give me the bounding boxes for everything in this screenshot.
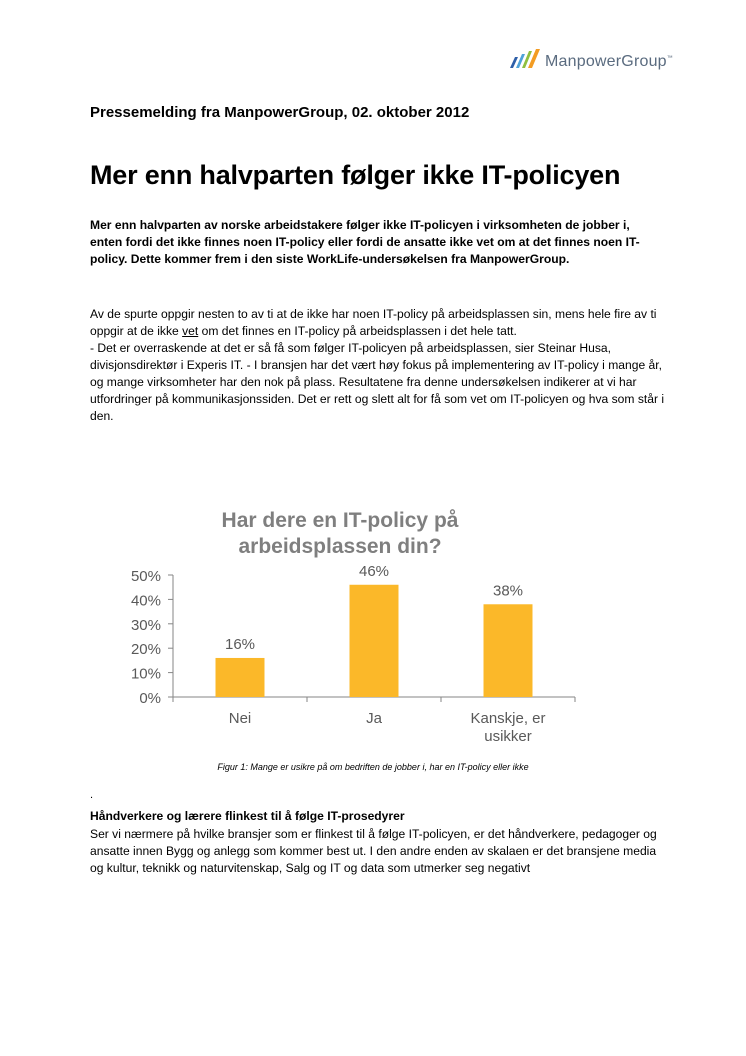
y-tick-label: 50% [130,568,161,585]
bar [350,585,399,697]
y-tick-label: 40% [130,592,161,610]
headline: Mer enn halvparten følger ikke IT-policyen [90,160,621,190]
quote-text: - Det er overraskende at det er så få som følger IT-policyen på arbeidsplassen, sier Steinar Husa, divisjonsdirektør i Experis IT. - I bransjen har det vært høy fokus på implementering av IT-policy i mange år, og mange virksomheter har den nok på plass. Resultatene fra denne undersøkelsen indikerer at vi har utfordringer på kommunikasjonssiden. Det er rett og slett alt for få som vet om IT-policyen og hva som står i den. [90,341,665,423]
stray-dot: . [90,789,94,801]
logo-text: ManpowerGroup [545,53,667,70]
figure-caption: Figur 1: Mange er usikre på om bedriften de jobber i, har en IT-policy eller ikke [217,762,529,772]
y-tick-label: 10% [130,665,161,683]
bar [484,604,533,697]
category-label: Kanskje, er [470,710,546,727]
bar-chart [90,500,650,750]
body-paragraph-1 [90,306,665,425]
body-text-part2: om det finnes en IT-policy på arbeidsplassen i det hele tatt. [198,324,517,338]
company-logo [506,44,696,78]
lead-paragraph: Mer enn halvparten av norske arbeidstakere følger ikke IT-policyen i virksomheten de jobber i, enten fordi det ikke finnes noen IT-policy eller fordi de ansatte ikke vet om at det finnes noen IT-policy. Dette kommer frem i den siste WorkLife-undersøkelsen fra ManpowerGroup. [90,218,640,266]
body-text-part1: Av de spurte oppgir nesten to av ti at de ikke har noen IT-policy på arbeidsplassen sin, mens hele fire av ti oppgir at de ikke [90,307,657,338]
category-label: usikker [484,728,532,745]
y-tick-label: 0% [139,690,161,707]
press-release-line: Pressemelding fra ManpowerGroup, 02. oktober 2012 [90,104,470,121]
logo-mark-icon [506,46,542,76]
y-tick-label: 30% [130,616,161,634]
chart-title-line: arbeidsplassen din? [238,535,442,558]
y-tick-label: 20% [130,641,161,659]
section-subheading: Håndverkere og lærere flinkest til å følge IT-prosedyrer [90,809,405,823]
category-label: Ja [366,710,382,727]
underlined-word: vet [182,324,199,338]
bar [216,658,265,697]
body-paragraph-2: Ser vi nærmere på hvilke bransjer som er flinkest til å følge IT-policyen, er det håndverkere, pedagoger og ansatte innen Bygg og anlegg som kommer best ut. I den andre enden av skalaen er det bransjene media og kultur, teknikk og naturvitenskap, Salg og IT og data som utmerker seg negativt [90,827,657,875]
data-label: 46% [358,562,390,580]
data-label: 16% [224,635,256,653]
chart-title-line: Har dere en IT-policy på [221,509,459,532]
data-label: 38% [492,582,524,600]
category-label: Nei [228,710,252,727]
logo-trademark: ™ [666,55,673,62]
